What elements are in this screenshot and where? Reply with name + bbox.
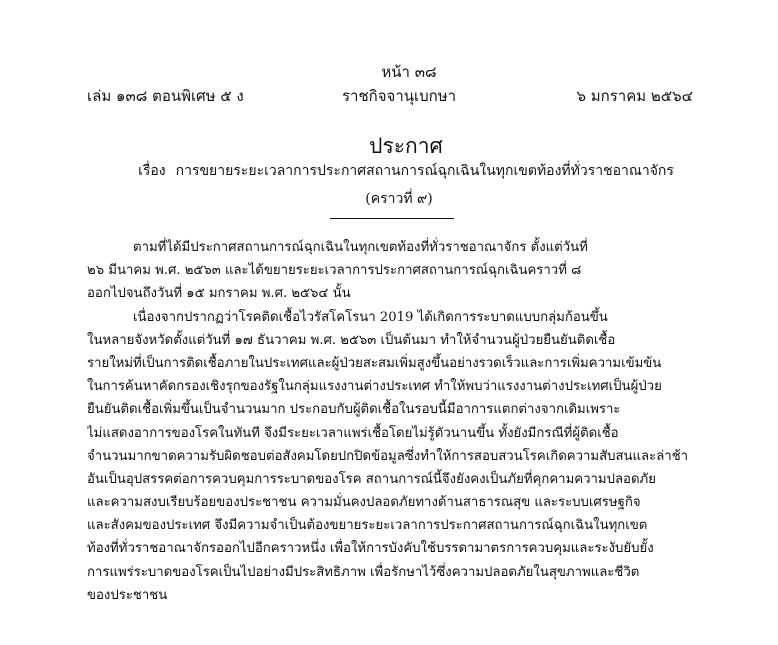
text-line: และสังคมของประเทศ จึงมีความจำเป็นต้องขยายระยะเวลาการประกาศสถานการณ์ฉุกเฉินในทุกเขต <box>87 518 648 534</box>
announcement-body <box>87 236 693 607</box>
subject-label: เรื่อง <box>138 163 166 179</box>
paragraph-2 <box>87 306 693 607</box>
text-line: ไม่แสดงอาการของโรคในทันที จึงมีระยะเวลาแพร่เชื้อโดยไม่รู้ตัวนานขึ้น ทั้งยังมีกรณีที่ผู้ติดเชื้อ <box>87 425 619 441</box>
text-line: จำนวนมากขาดความรับผิดชอบต่อสังคมโดยปกปิดข้อมูลซึ่งทำให้การสอบสวนโรคเกิดความสับสนและล่าช้า <box>87 448 689 464</box>
publication-date: ๖ มกราคม ๒๕๖๔ <box>576 87 693 105</box>
text-line: ตามที่ได้มีประกาศสถานการณ์ฉุกเฉินในทุกเขตท้องที่ทั่วราชอาณาจักร ตั้งแต่วันที่ <box>133 240 588 255</box>
text-line: เนื่องจากปรากฏว่าโรคติดเชื้อไวรัสโคโรนา 2019 ได้เกิดการระบาดแบบกลุ่มก้อนขึ้น <box>133 309 608 325</box>
text-line: และความสงบเรียบร้อยของประชาชน ความมั่นคงปลอดภัยทางด้านสาธารณสุข และระบบเศรษฐกิจ <box>87 495 641 511</box>
text-line: ๒๖ มีนาคม พ.ศ. ๒๕๖๓ และได้ขยายระยะเวลาการประกาศสถานการณ์ฉุกเฉินคราวที่ ๘ <box>87 263 582 279</box>
volume-issue: เล่ม ๑๓๘ ตอนพิเศษ ๕ ง <box>87 87 244 105</box>
text-line: ในหลายจังหวัดตั้งแต่วันที่ ๑๗ ธันวาคม พ.ศ. ๒๕๖๓ เป็นต้นมา ทำให้จำนวนผู้ป่วยยืนยันติดเชื้อ <box>87 332 616 348</box>
text-line: ยืนยันติดเชื้อเพิ่มขึ้นเป็นจำนวนมาก ประกอบกับผู้ติดเชื้อในรอบนี้มีอาการแตกต่างจากเดิมเพราะ <box>87 402 621 418</box>
page-number: หน้า ๓๘ <box>381 63 437 81</box>
text-line: ท้องที่ทั่วราชอาณาจักรออกไปอีกคราวหนึ่ง เพื่อให้การบังคับใช้บรรดามาตรการควบคุมและระงับยับยั้ง <box>87 541 654 557</box>
announcement-title: ประกาศ <box>369 134 443 158</box>
text-line: ของประชาชน <box>87 587 168 603</box>
paragraph-1 <box>87 236 693 306</box>
text-line: ออกไปจนถึงวันที่ ๑๕ มกราคม พ.ศ. ๒๕๖๔ นั้น <box>87 286 351 302</box>
gazette-header <box>87 84 693 108</box>
text-line: รายใหม่ที่เป็นการติดเชื้อภายในประเทศและผู้ป่วยสะสมเพิ่มสูงขึ้นอย่างรวดเร็วและการเพิ่มความเข้มข้น <box>87 355 662 371</box>
text-line: ในการค้นหาคัดกรองเชิงรุกของรัฐในกลุ่มแรงงานต่างประเทศ ทำให้พบว่าแรงงานต่างประเทศเป็นผู้ป่วย <box>87 379 662 395</box>
text-line: การแพร่ระบาดของโรคเป็นไปอย่างมีประสิทธิภาพ เพื่อรักษาไว้ซึ่งความปลอดภัยในสุขภาพและชีวิต <box>87 564 640 580</box>
text-line: อันเป็นอุปสรรคต่อการควบคุมการระบาดของโรค สถานการณ์นี้จึงยังคงเป็นภัยที่คุกคามความปลอดภัย <box>87 471 656 487</box>
subject-text: การขยายระยะเวลาการประกาศสถานการณ์ฉุกเฉินในทุกเขตท้องที่ทั่วราชอาณาจักร <box>175 163 674 179</box>
announcement-subject <box>0 160 778 182</box>
gazette-name: ราชกิจจานุเบกษา <box>342 87 457 105</box>
announcement-round: (คราวที่ ๙) <box>365 191 433 207</box>
title-divider <box>330 218 454 219</box>
